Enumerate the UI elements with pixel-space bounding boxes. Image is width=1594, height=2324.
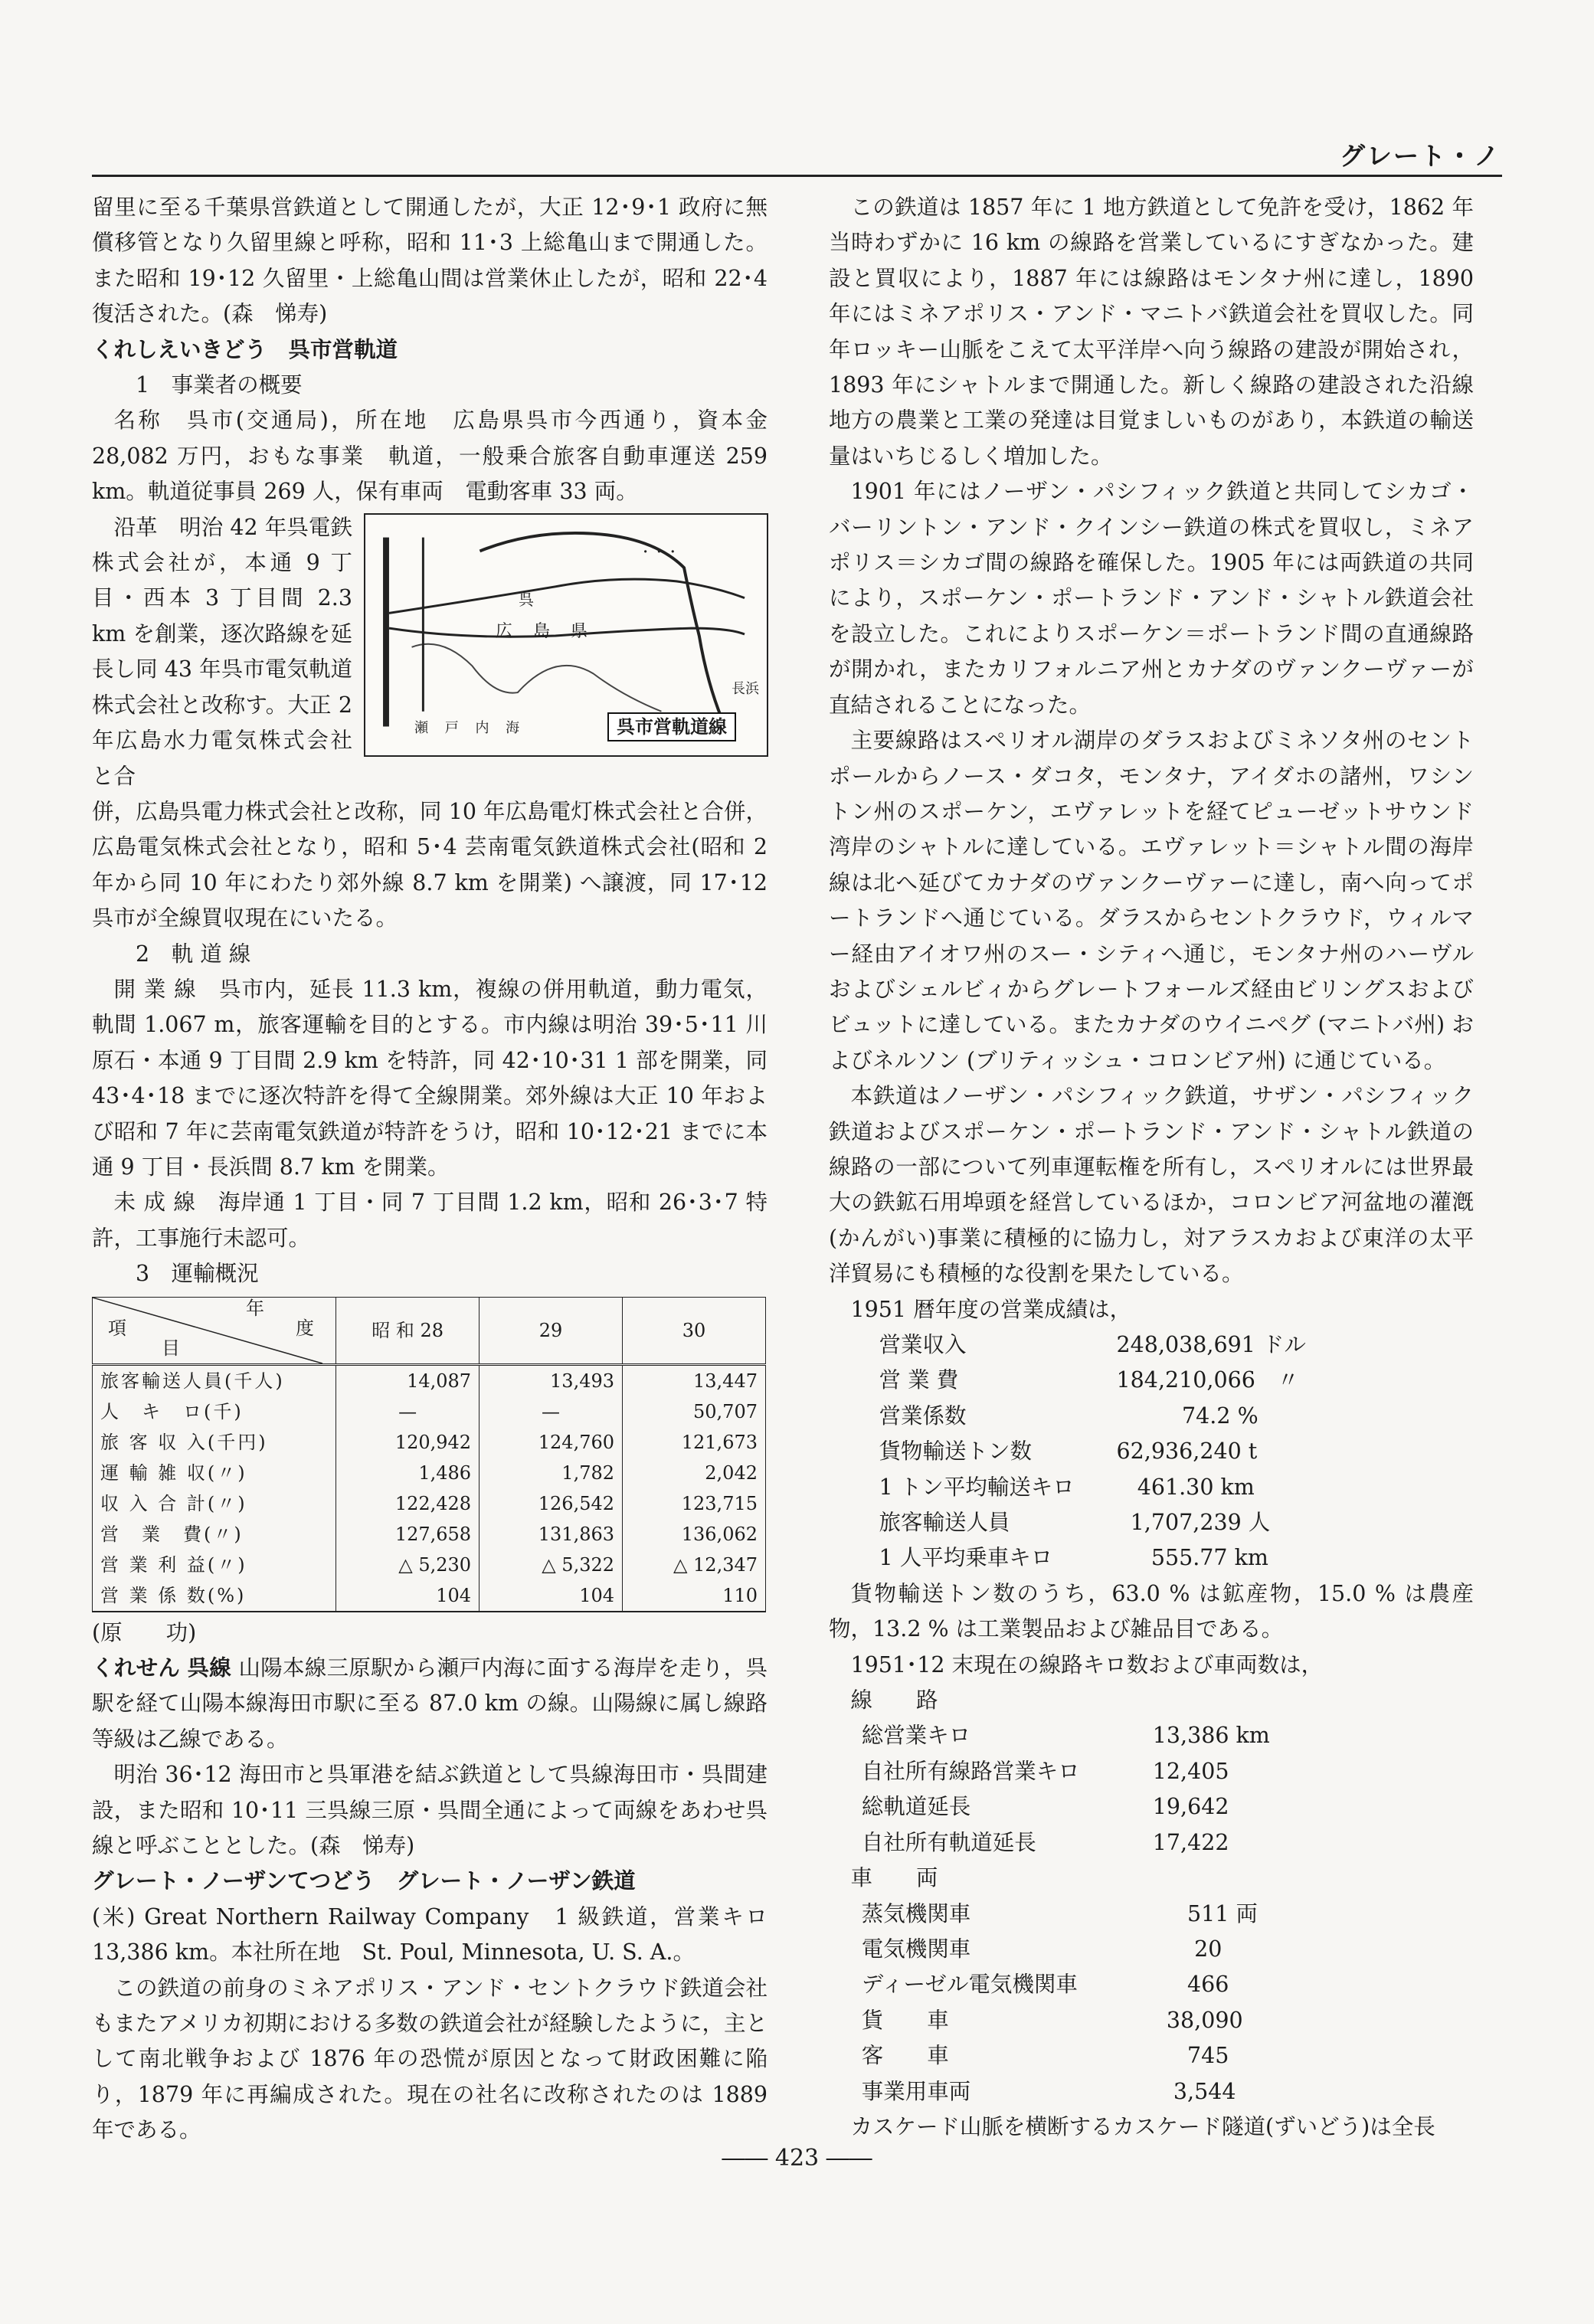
- operations-table: [92, 1297, 766, 1612]
- stat-label: 蒸気機関車: [861, 1900, 971, 1926]
- row-label: 営 業 費(〃): [93, 1519, 336, 1550]
- table-header-row: [93, 1297, 766, 1364]
- cell: —: [480, 1396, 623, 1427]
- table-corner-cell: [93, 1297, 336, 1364]
- map-label-nagahama: 長浜: [732, 681, 759, 698]
- stat-label: 貨物輸送トン数: [879, 1439, 1033, 1465]
- stat-value: 62,936,240 t: [1116, 1439, 1258, 1465]
- table-row: [93, 1550, 766, 1580]
- paragraph: 併，広島呉電力株式会社と改称，同 10 年広島電灯株式会社と合併，広島電気株式会社となり，昭和 5･4 芸南電気鉄道株式会社(昭和 2 年から同 10 年にわたり郊外線 8.7 km を開業) へ譲渡，同 17･12 呉市が全線買収現在にいたる。: [92, 798, 768, 931]
- cell: 14,087: [336, 1364, 480, 1396]
- row-label: 収 入 合 計(〃): [93, 1488, 336, 1519]
- stat-row: [829, 1434, 1474, 1469]
- paragraph: この鉄道の前身のミネアポリス・アンド・セントクラウド鉄道会社もまたアメリカ初期における多数の鉄道会社が経験したように，主として南北戦争および 1876 年の恐慌が原因となって財政困難に陥り，1879 年に再編成された。現在の社名に改称されたのは 1889 年である。: [92, 1975, 768, 2143]
- line-stats-list: [829, 1718, 1474, 1861]
- running-head: グレート・ノ: [1340, 141, 1501, 171]
- paragraph: 未 成 線 海岸通 1 丁目・同 7 丁目間 1.2 km，昭和 26･3･7 特許，工事施行未認可。: [92, 1190, 768, 1251]
- entry-heading-great-northern: [92, 1864, 768, 1899]
- stat-row: [829, 1932, 1474, 1967]
- header-mid: 目: [162, 1337, 180, 1359]
- paragraph: 開 業 線 呉市内，延長 11.3 km，複線の併用軌道，動力電気，軌間 1.067 m，旅客運輸を目的とする。市内線は明治 39･5･11 川原石・本通 9 丁目間 2.9 km を特許，同 42･10･31 1 部を開業，同 43･4･18 までに逐次特許を得て全線開業。郊外線は大正 10 年および昭和 7 年に芸南電気鉄道が特許をうけ，昭和 10･12･21 までに本通 9 丁目・長浜間 8.7 km を開業。: [92, 976, 768, 1180]
- paragraph: 1901 年にはノーザン・パシフィック鉄道と共同してシカゴ・バーリントン・アンド・クインシー鉄道の株式を買収し，ミネアポリス＝シカゴ間の線路を確保した。1905 年には両鉄道の共同により，スポーケン・ポートランド・アンド・シャトル鉄道会社を設立した。これによりスポーケン＝ポートランド間の直通線路が開かれ，またカリフォルニア州とカナダのヴァンクーヴァーが直結されることになった。: [829, 479, 1474, 718]
- stat-label: 事業用車両: [861, 2078, 971, 2104]
- stat-value: 19,642: [1152, 1794, 1229, 1820]
- paragraph: (米) Great Northern Railway Company 1 級鉄道，営業キロ 13,386 km。本社所在地 St. Poul, Minnesota, U. S. A.。: [92, 1903, 768, 1966]
- map-coastline: [412, 643, 662, 711]
- stat-value: 74.2 %: [1116, 1403, 1259, 1429]
- entry-kana: くれしえいきどう: [92, 336, 267, 362]
- paragraph: 留里に至る千葉県営鉄道として開通したが，大正 12･9･1 政府に無償移管となり久留里線と呼称，昭和 11･3 上総亀山まで開通した。また昭和 19･12 久留里・上総亀山間は営業休止したが，昭和 22･4 復活された。(森 悌寿): [92, 195, 768, 327]
- stat-row: [829, 1754, 1474, 1789]
- cell: 104: [336, 1580, 480, 1612]
- table-row: [93, 1458, 766, 1488]
- cell: 1,782: [480, 1458, 623, 1488]
- stat-label: 自社所有軌道延長: [861, 1829, 1036, 1855]
- entry-heading-kure-tram: [92, 332, 768, 368]
- stat-label: 営業収入: [879, 1332, 967, 1357]
- subsection-cars: 車 両: [850, 1865, 938, 1891]
- row-label: 旅客輸送人員(千人): [93, 1364, 336, 1396]
- cell: 122,428: [336, 1488, 480, 1519]
- table-row: [93, 1488, 766, 1519]
- stat-value: 38,090: [1152, 2007, 1243, 2033]
- year-col-header: 昭 和 28: [336, 1297, 480, 1364]
- stat-value: 555.77 km: [1116, 1545, 1268, 1571]
- stat-row: [829, 2038, 1474, 2074]
- header-item: 項: [108, 1317, 126, 1339]
- stat-label: 総軌道延長: [861, 1794, 971, 1820]
- stat-label: 総営業キロ: [861, 1723, 971, 1749]
- paragraph: 明治 36･12 海田市と呉軍港を結ぶ鉄道として呉線海田市・呉間建設，また昭和 10･11 三呉線三原・呉間全通によって両線をあわせ呉線と呼ぶこととした。(森 悌寿): [92, 1762, 768, 1859]
- row-label: 人 キ ロ(千): [93, 1396, 336, 1427]
- stat-label: 自社所有線路営業キロ: [861, 1758, 1080, 1784]
- stat-row: [829, 1399, 1474, 1434]
- cell: 123,715: [623, 1488, 766, 1519]
- stat-label: ディーゼル電気機関車: [861, 1972, 1078, 1998]
- page-number: ―― 423 ――: [722, 2145, 872, 2172]
- stat-value: 12,405: [1152, 1758, 1229, 1784]
- cell: 1,486: [336, 1458, 480, 1488]
- stat-row: [829, 1327, 1474, 1363]
- stat-row: [829, 1363, 1474, 1398]
- header-rule: [92, 175, 1502, 177]
- stat-value: 3,544: [1152, 2078, 1236, 2104]
- stat-row: [829, 1897, 1474, 1932]
- stat-value: 13,386 km: [1152, 1723, 1270, 1749]
- stat-value: 184,210,066 〃: [1116, 1367, 1299, 1393]
- table-row: [93, 1427, 766, 1458]
- row-label: 旅 客 収 入(千円): [93, 1427, 336, 1458]
- stat-row: [829, 1718, 1474, 1753]
- entry-title: 呉線: [187, 1655, 232, 1681]
- right-column: [829, 190, 1474, 2145]
- row-label: 運 輸 雑 収(〃): [93, 1458, 336, 1488]
- table-row: [93, 1519, 766, 1550]
- stat-label: 旅客輸送人員: [879, 1510, 1010, 1536]
- paragraph: 1951･12 末現在の線路キロ数および車両数は，: [850, 1651, 1324, 1678]
- cell: 131,863: [480, 1519, 623, 1550]
- subsection-line: 線 路: [850, 1687, 938, 1714]
- table-row: [93, 1364, 766, 1396]
- route-map: [364, 513, 768, 757]
- stat-value: 17,422: [1152, 1829, 1229, 1855]
- stat-value: 20: [1152, 1936, 1223, 1962]
- stat-label: 1 トン平均輸送キロ: [879, 1474, 1075, 1500]
- paragraph: この鉄道は 1857 年に 1 地方鉄道として免許を受け，1862 年当時わずかに 16 km の線路を営業しているにすぎなかった。建設と買収により，1887 年には線路はモンタナ州に達し，1890 年にはミネアポリス・アンド・マニトバ鉄道会社を買収した。同年ロッキー山脈をこえて太平洋岸へ向う線路の建設が開始され，1893 年にシャトルまで開通した。新しく線路の建設された沿線地方の農業と工業の発達は目覚ましいものがあり，本鉄道の輸送量はいちじるしく増加した。: [829, 195, 1474, 469]
- row-label: 営 業 係 数(%): [93, 1580, 336, 1612]
- paragraph: 貨物輸送トン数のうち，63.0 % は鉱産物，15.0 % は農産物，13.2 % は工業製品および雑品目である。: [829, 1580, 1474, 1642]
- paragraph: 本鉄道はノーザン・パシフィック鉄道，サザン・パシフィック鉄道およびスポーケン・ポートランド・アンド・シャトル鉄道の線路の一部について列車運転権を所有し，スペリオルには世界最大の鉄鉱石用埠頭を経営しているほか，コロンビア河盆地の灌漑(かんがい)事業に積極的に協力し，対アラスカおよび東洋の太平洋貿易にも積極的な役割を果たしている。: [829, 1083, 1474, 1287]
- cell: 104: [480, 1580, 623, 1612]
- table-credit: (原 功): [92, 1619, 197, 1645]
- stat-value: 466: [1152, 1972, 1229, 1998]
- map-label-kure: 呉: [519, 590, 534, 609]
- paragraph: カスケード山脈を横断するカスケード隧道(ずいどう)は全長: [850, 2113, 1435, 2139]
- stat-row: [829, 1540, 1474, 1576]
- table-row: [93, 1396, 766, 1427]
- cell: 127,658: [336, 1519, 480, 1550]
- stat-label: 貨 車: [861, 2007, 949, 2033]
- cell: △ 5,322: [480, 1550, 623, 1580]
- table-row: [93, 1580, 766, 1612]
- entry-title: 呉市営軌道: [288, 336, 398, 362]
- cell: —: [336, 1396, 480, 1427]
- stat-row: [829, 2074, 1474, 2110]
- paragraph: 1951 暦年度の営業成績は，: [850, 1296, 1132, 1322]
- stat-value: 1,707,239 人: [1116, 1510, 1271, 1536]
- cell: 50,707: [623, 1396, 766, 1427]
- entry-kana: くれせん: [92, 1655, 181, 1681]
- stat-row: [829, 1470, 1474, 1505]
- row-label: 営 業 利 益(〃): [93, 1550, 336, 1580]
- stat-row: [829, 1825, 1474, 1861]
- car-stats-list: [829, 1897, 1474, 2110]
- cell: 110: [623, 1580, 766, 1612]
- cell: 13,493: [480, 1364, 623, 1396]
- cell: △ 12,347: [623, 1550, 766, 1580]
- paragraph: 名称 呉市(交通局)，所在地 広島県呉市今西通り，資本金 28,082 万円，おもな事業 軌道，一般乗合旅客自動車運送 259 km。軌道従事員 269 人，保有車両 電動客車 33 両。: [92, 408, 768, 505]
- stat-label: 営業係数: [879, 1403, 967, 1429]
- cell: △ 5,230: [336, 1550, 480, 1580]
- stat-row: [829, 1789, 1474, 1825]
- stat-row: [829, 1505, 1474, 1540]
- stat-value: 745: [1152, 2043, 1229, 2069]
- stat-label: 1 人平均乗車キロ: [879, 1545, 1053, 1571]
- stat-label: 客 車: [861, 2043, 949, 2069]
- paragraph: 沿革 明治 42 年呉電鉄株式会社が，本通 9 丁目・西本 3 丁目間 2.3 km を創業，逐次路線を延長し同 43 年呉市電気軌道株式会社と改称す。大正 2 年広島水力電気株式会社と合: [92, 514, 352, 789]
- stat-row: [829, 2003, 1474, 2038]
- svg-text:・・・: ・・・: [638, 544, 680, 560]
- entry-kana: グレート・ノーザンてつどう: [92, 1868, 375, 1894]
- history-block: [92, 510, 768, 794]
- operating-stats-list: [829, 1327, 1474, 1576]
- entry-kure-line: [92, 1651, 768, 1757]
- map-label-sea: 瀬 戸 内 海: [414, 719, 526, 736]
- header-year: 年: [246, 1297, 264, 1319]
- cell: 13,447: [623, 1364, 766, 1396]
- cell: 121,673: [623, 1427, 766, 1458]
- section-heading: 1 事業者の概要: [136, 372, 303, 398]
- cell: 120,942: [336, 1427, 480, 1458]
- header-do: 度: [296, 1317, 314, 1339]
- stat-value: 461.30 km: [1116, 1474, 1255, 1500]
- stat-value: 511 両: [1152, 1900, 1259, 1926]
- cell: 136,062: [623, 1519, 766, 1550]
- section-heading: 2 軌 道 線: [136, 941, 251, 967]
- paragraph: 主要線路はスペリオル湖岸のダラスおよびミネソタ州のセントポールからノース・ダコタ，モンタナ，アイダホの諸州，ワシントン州のスポーケン，エヴァレットを経てピューゼットサウンド湾岸のシャトルに達している。エヴァレット＝シャトル間の海岸線は北へ延びてカナダのヴァンクーヴァーに達し，南へ向ってポートランドへ通じている。ダラスからセントクラウド，ウィルマー経由アイオワ州のスー・シティへ通じ，モンタナ州のハーヴルおよびシェルビィからグレートフォールズ経由ビリングスおよびビュットに達している。またカナダのウイニペグ (マニトバ州) およびネルソン (ブリティッシュ・コロンビア州) に通じている。: [829, 728, 1474, 1073]
- map-label-hiroshima: 広 島 県: [496, 621, 595, 641]
- stat-value: 248,038,691 ドル: [1116, 1332, 1306, 1357]
- cell: 124,760: [480, 1427, 623, 1458]
- year-col-header: 30: [623, 1297, 766, 1364]
- left-column: [92, 190, 768, 2149]
- year-col-header: 29: [480, 1297, 623, 1364]
- stat-label: 電気機関車: [861, 1936, 971, 1962]
- section-heading: 3 運輸概況: [136, 1261, 259, 1287]
- stat-label: 営 業 費: [879, 1367, 959, 1393]
- map-left-rail: [383, 537, 389, 726]
- map-title: 呉市営軌道線: [607, 712, 736, 741]
- cell: 2,042: [623, 1458, 766, 1488]
- cell: 126,542: [480, 1488, 623, 1519]
- entry-title: グレート・ノーザン鉄道: [396, 1868, 636, 1894]
- stat-row: [829, 1967, 1474, 2002]
- entry-text: 山陽本線三原駅から瀬戸内海に面する海岸を走り，呉駅を経て山陽本線海田市駅に至る 87.0 km の線。山陽線に属し線路等級は乙線である。: [92, 1655, 768, 1752]
